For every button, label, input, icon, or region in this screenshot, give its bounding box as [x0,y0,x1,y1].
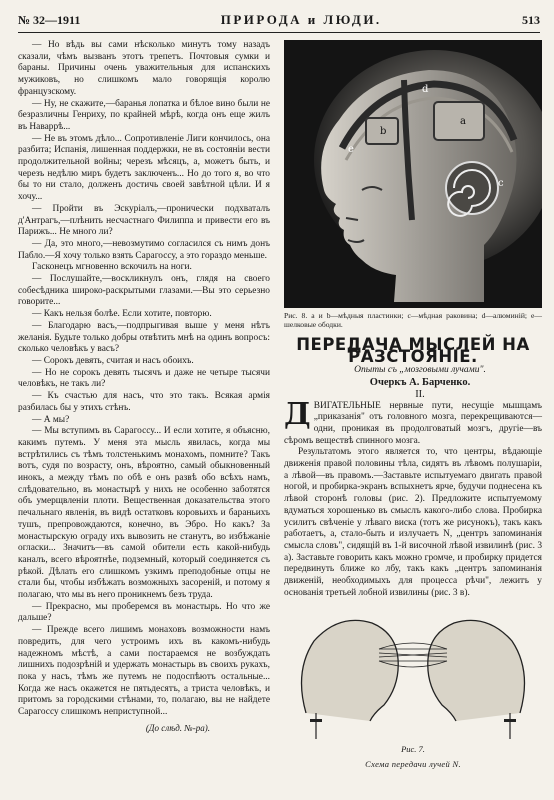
continuation-note: (До слѣд. №-ра). [145,722,210,733]
article-paragraph: Результатомъ этого является то, что центры, вѣдающіе движенія правой половины тѣла, сидятъ въ лѣвомъ полушаріи, а лѣвой—въ правомъ.—Заставьте испытуемаго двигать правой ногой, и пробирка-экранъ вспыхнетъ ярче, будучи поднесена къ лѣвой сторонѣ головы (рис. 2). Предложите испытуемому вдуматься хорошенько въ смыслъ какого-либо слова. Пробирка усилитъ свѣченіе у лѣваго виска (тотъ же рисунокъ), такъ какъ работаетъ, а, стало-быть и излучаетъ N, „центръ запоминанія смысла словъ", сидящій въ 1-й височной лѣвой извилинѣ (рис. 3 а). Заставьте говорить какъ можно громче, и пробирку придется передвинуть ближе ко лбу, такъ какъ „центръ запоминанія движеній, необходимыхъ для процесса рѣчи", лежитъ у основанія третьей лобной извилины (рис. 3 в). [284,447,542,598]
story-paragraph: — Не въ этомъ дѣло... Сопротивленіе Лиги кончилось, она разбита; Испанія, лишенная поддержки, не въ состояніи вести продолжительной войны; черезъ мѣсяцъ, а, можетъ быть, и черезъ недѣлю миръ будетъ заключенъ... Но до того я, во что бы то ни стало, долженъ достичь своей завѣтной цѣли. И я хочу... [18,133,270,203]
story-paragraph: — Благодарю васъ,—подпрыгивая выше у меня нѣтъ желанія. Будьте только добры отвѣтить мнѣ на одинъ вопросъ: сколько человѣкъ у васъ? [18,320,270,355]
story-paragraph: — Какъ нельзя болѣе. Если хотите, повторю. [32,309,212,320]
article-subtitle: Опыты съ „мозговыми лучами". [354,365,486,376]
figure-7 [284,601,542,779]
story-paragraph: — Къ счастью для насъ, что это такъ. Всякая армія разбилась бы у этихъ стѣнъ. [18,391,270,413]
figure-7-caption: Схема передачи лучей N. [365,759,461,770]
left-column [18,40,270,734]
story-paragraph: — Ну, не скажите,—баранья лопатка и бѣлое вино были не безразличны Генриху, по крайней мѣрѣ, когда онъ еще жилъ въ Наваррѣ... [18,98,270,132]
journal-title: ПРИРОДА и ЛЮДИ. [220,12,382,27]
head-profile-illustration [284,40,542,308]
right-column [284,40,542,779]
ray-transmission-diagram [284,601,542,741]
section-number: II. [415,388,425,400]
story-paragraph: — Сорокъ девять, считая и насъ обоихъ. [32,355,194,366]
figure-caption: Рис. 8. а и b—мѣдныя пластинки; с—мѣдная раковина; d—алюминій; е—шелковые ободки. [284,311,542,329]
article-author: Очеркъ А. Барченко. [369,377,471,389]
page-header [18,8,540,33]
drop-cap: Д [284,396,311,432]
label-e: e [348,144,354,155]
article-paragraph: ДВИГАТЕЛЬНЫЕ нервные пути, несущіе мышцамъ „приказанія" отъ головного мозга, перекрещиваются—одни, проникая въ продолговатый мозгъ, другіе—въ сѣромъ веществѣ спинного мозга. [284,396,542,446]
story-paragraph: — Пройти въ Эскуріалъ,—пронически подхваталъ д'Антрагъ,—плѣнить несчастнаго Филиппа и привести его въ Парижъ... Не много ли? [18,203,270,238]
left-paragraphs [18,40,270,719]
head-figure [284,40,542,308]
label-a: a [460,116,466,127]
issue-number: № 32—1911 [18,12,81,27]
story-paragraph: — Прежде всего лишимъ монаховъ возможности намъ повредить, для чего устроимъ ихъ въ какомъ-нибудь надежномъ мѣстѣ, а сами постараемся не возбуждать лишнихъ подозрѣній и удержать монастырь въ своихъ рукахъ, пока у насъ, тѣмъ же путемъ не подоспѣютъ остальные... Когда же насъ окажется не пятьдесятъ, а триста человѣкъ, и притомъ за городскими стѣнами, то, полагаю, вы не найдете Сарагоссу слишкомъ неприступной... [18,625,270,718]
story-paragraph: Гасконецъ мгновенно вскочилъ на ноги. [32,262,192,273]
article-title: ПЕРЕДАЧА МЫСЛЕЙ НА РАЗСТОЯНІЕ. [296,335,530,366]
story-paragraph: — Но не сорокъ девять тысячъ и даже не четыре тысячи человѣкъ, не такъ ли? [18,367,270,390]
story-paragraph: — Но вѣдь вы сами нѣсколько минутъ тому назадъ сказали, чѣмъ вызванъ этотъ трепетъ. Почтовыя сумки и бараны. Причины очень уважительныя для испанскихъ мужиковъ, но слишкомъ мало говорящія королю французскому. [18,40,270,97]
story-paragraph: — Прекрасно, мы проберемся въ монастырь. Но что же дальше? [18,601,270,624]
story-paragraph: — Послушайте,—воскликнулъ онъ, глядя на своего собесѣдника широко-раскрытыми глазами.—Вы это серьезно говорите... [18,274,270,308]
story-paragraph: — Да, это много,—невозмутимо согласился съ нимъ донъ Пабло.—Я хочу только взять Сарагоссу, а это гораздо меньше. [18,238,270,261]
figure-7-number: Рис. 7. [401,744,425,755]
story-paragraph: — А мы? [32,414,70,425]
article-body [284,396,542,600]
story-paragraph: — Мы вступимъ въ Сарагоссу... И если хотите, я объясню, какимъ путемъ. У меня эта мысль явилась, когда мы встрѣтились съ тѣмъ толстенькимъ монахомъ, помните? Такъ вотъ, судя по возрасту, онъ, вѣроятно, самый обыкновенный инокъ, а между тѣмъ по обѣ е онъ развѣ обо всѣхъ намъ, слѣдовательно, въ монастырѣ у нихъ не особенно заботятся объ умерщвленіи плоти. Вещественная доказательства этого печальнаго явленія, въ видѣ остатковъ коровьихъ и бараньихъ тушъ, препровождаются, конечно, въ Эбро. Но какъ? За монастырскую ограду ихъ вывозить не станутъ, во избѣжаніе огласки... Значитъ—въ самой обители есть какой-нибудь каналъ, всего вѣроятнѣе, подземный, который соединяется съ рѣкой. Дѣлать его слишкомъ узкимъ преподобные отцы не стали бы, чтобы избѣжать возможныхъ засореній, и потому я полагаю, что мы въ него проникнемъ безъ труда. [18,426,270,601]
label-d: d [422,84,429,95]
page-number: 513 [522,12,540,27]
label-c: c [498,178,504,189]
label-b: b [380,126,387,137]
